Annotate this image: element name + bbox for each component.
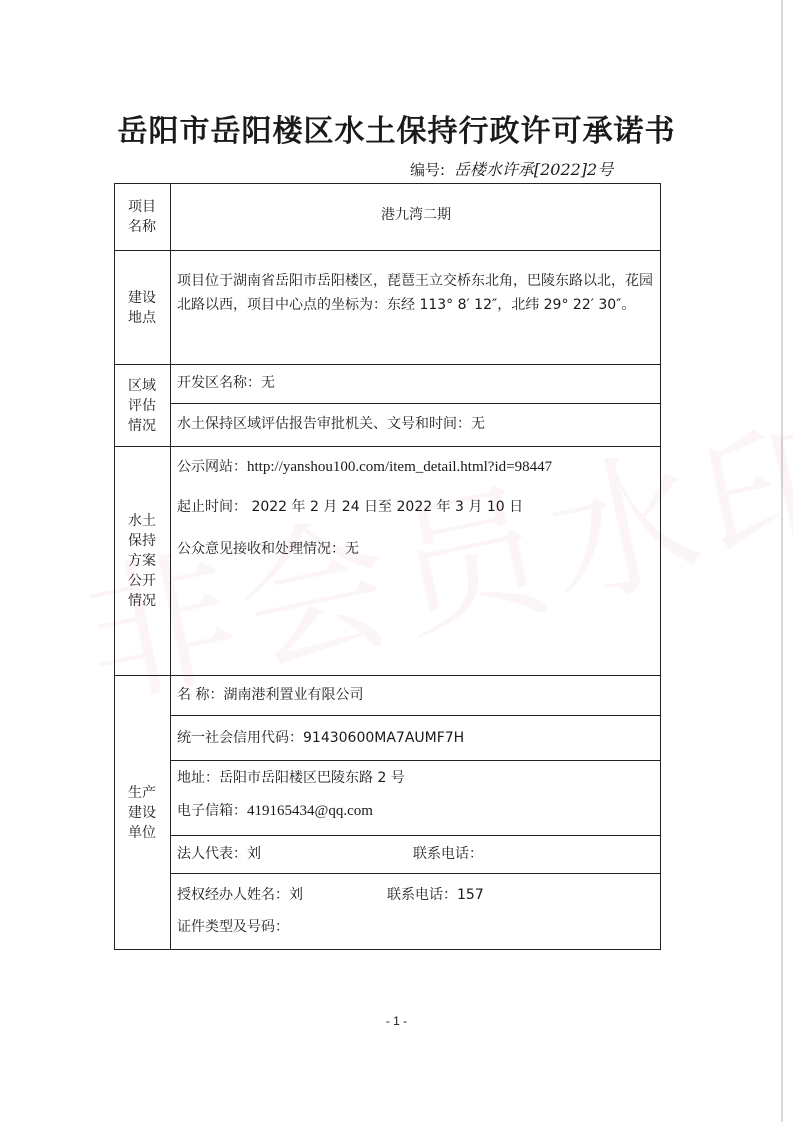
unit-email <box>177 800 655 823</box>
website-url: http://yanshou100.com/item_detail.html?id=98447 <box>247 459 553 475</box>
page-number: - 1 - <box>385 1014 408 1028</box>
location-value: 项目位于湖南省岳阳市岳阳楼区，琵琶王立交桥东北角，巴陵东路以北，花园北路以西，项目中心点的坐标为：东经 113° 8′ 12″，北纬 29° 22′ 30″。 <box>177 273 653 313</box>
authorized-agent <box>177 884 655 907</box>
assessment-approval-value: 水土保持区域评估报告审批机关、文号和时间：无 <box>177 416 485 432</box>
id-type: 证件类型及号码： <box>177 919 289 935</box>
legal-rep-name: 法人代表：刘 <box>177 846 261 862</box>
project-name-value: 港九湾二期 <box>381 207 451 223</box>
agent-phone: 联系电话：157 <box>387 887 484 903</box>
location-label: 建设地点 <box>128 289 156 326</box>
disclosure-website <box>177 456 655 479</box>
email-value: 419165434@qq.com <box>247 803 373 819</box>
disclosure-label: 水土保持方案公开情况 <box>128 513 156 609</box>
document-number-value: 岳楼水许承[2022]2号 <box>453 160 614 179</box>
unit-address: 地址：岳阳市岳阳楼区巴陵东路 2 号 <box>177 770 405 786</box>
project-name-label: 项目名称 <box>128 199 156 235</box>
commitment-form-table <box>114 183 661 950</box>
legal-rep-phone: 联系电话： <box>413 846 483 862</box>
document-title: 岳阳市岳阳楼区水土保持行政许可承诺书 <box>117 114 676 149</box>
agent-name: 授权经办人姓名：刘 <box>177 887 303 903</box>
construction-unit-label: 生产建设单位 <box>128 784 156 841</box>
dev-zone-value: 开发区名称：无 <box>177 375 275 391</box>
website-label: 公示网站： <box>177 459 247 475</box>
unit-name: 名 称：湖南港利置业有限公司 <box>177 687 364 703</box>
disclosure-feedback: 公众意见接收和处理情况：无 <box>177 541 359 557</box>
legal-representative <box>177 843 655 866</box>
regional-assessment-label: 区域评估情况 <box>128 377 156 434</box>
email-label: 电子信箱： <box>177 803 247 819</box>
disclosure-period: 起止时间： 2022 年 2 月 24 日至 2022 年 3 月 10 日 <box>177 499 524 515</box>
unit-credit-code: 统一社会信用代码：91430600MA7AUMF7H <box>177 730 465 746</box>
scan-edge <box>781 0 783 1122</box>
document-number-label: 编号: <box>410 161 446 179</box>
document-number <box>410 157 670 183</box>
